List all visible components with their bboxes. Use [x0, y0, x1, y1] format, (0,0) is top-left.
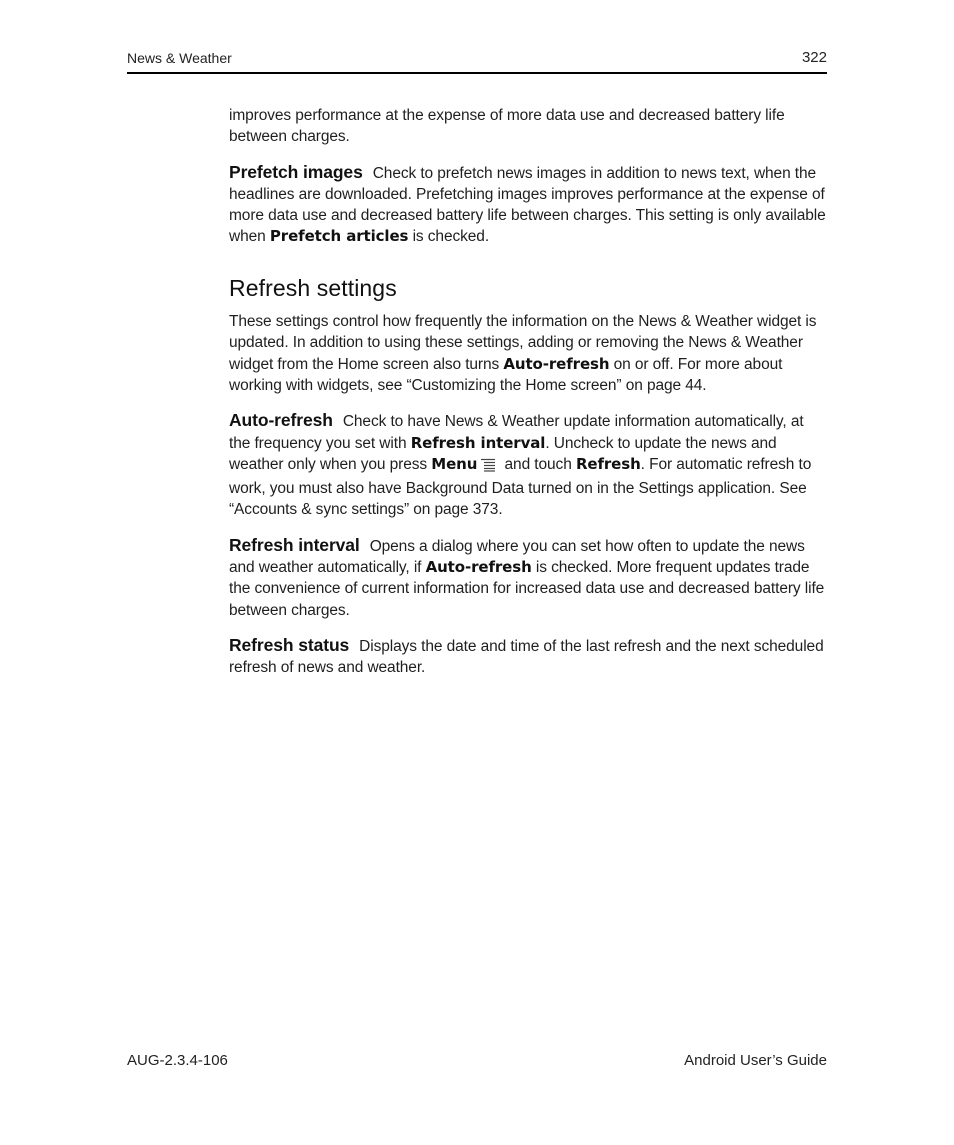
- footer-doc-id: AUG-2.3.4-106: [127, 1052, 228, 1069]
- term-auto-refresh: Auto-refresh: [229, 410, 333, 431]
- text: Check to prefetch news images in addition to news text, when the headlines are downloaded. Prefetching images improves performance at the expense of more data use and decreased battery life between charges. This setting is only available when: [229, 164, 826, 246]
- header-page-number: 322: [801, 49, 827, 66]
- text: is checked. More frequent updates trade the convenience of current information for increased data use and decreased battery life between charges.: [229, 559, 825, 619]
- paragraph-refresh-status: [229, 635, 827, 679]
- header-section-title: News & Weather: [127, 50, 232, 66]
- ui-label-refresh-interval: Refresh interval: [410, 433, 546, 452]
- paragraph-auto-refresh: [229, 410, 827, 520]
- ui-label-refresh: Refresh: [575, 454, 641, 473]
- paragraph-refresh-intro: [229, 311, 827, 396]
- paragraph-continued: improves performance at the expense of more data use and decreased battery life between charges.: [229, 107, 785, 146]
- ui-label-auto-refresh: Auto-refresh: [425, 558, 532, 577]
- text: is checked.: [408, 228, 490, 246]
- term-refresh-status: Refresh status: [229, 634, 350, 655]
- page-header: [127, 48, 827, 74]
- footer-guide-title: Android User’s Guide: [684, 1052, 827, 1069]
- term-prefetch-images: Prefetch images: [229, 161, 363, 182]
- text: Check to have News & Weather update information automatically, at the frequency you set with: [229, 413, 804, 452]
- paragraph-refresh-interval: [229, 535, 827, 621]
- menu-icon: [479, 457, 497, 478]
- text: Opens a dialog where you can set how often to update the news and weather automatically, if: [229, 537, 805, 577]
- text: . Uncheck to update the news and weather only when you press: [229, 434, 777, 473]
- page-content: [229, 105, 827, 693]
- ui-label-auto-refresh: Auto-refresh: [503, 354, 610, 373]
- text: and touch: [500, 455, 576, 473]
- term-refresh-interval: Refresh interval: [229, 534, 360, 555]
- text: on or off. For more about working with widgets, see “Customizing the Home screen” on page 44.: [229, 355, 783, 394]
- ui-label-menu: Menu: [431, 454, 478, 473]
- paragraph-prefetch-images: [229, 162, 827, 248]
- ui-label-prefetch-articles: Prefetch articles: [269, 227, 409, 246]
- text: These settings control how frequently the information on the News & Weather widget is updated. In addition to using these settings, adding or removing the News & Weather widget from the Home screen also turns: [229, 313, 817, 373]
- text: . For automatic refresh to work, you must also have Background Data turned on in the Settings application. See “Accounts & sync settings” on page 373.: [229, 455, 812, 519]
- text: Displays the date and time of the last refresh and the next scheduled refresh of news and weather.: [229, 637, 824, 677]
- section-heading: Refresh settings: [229, 274, 397, 301]
